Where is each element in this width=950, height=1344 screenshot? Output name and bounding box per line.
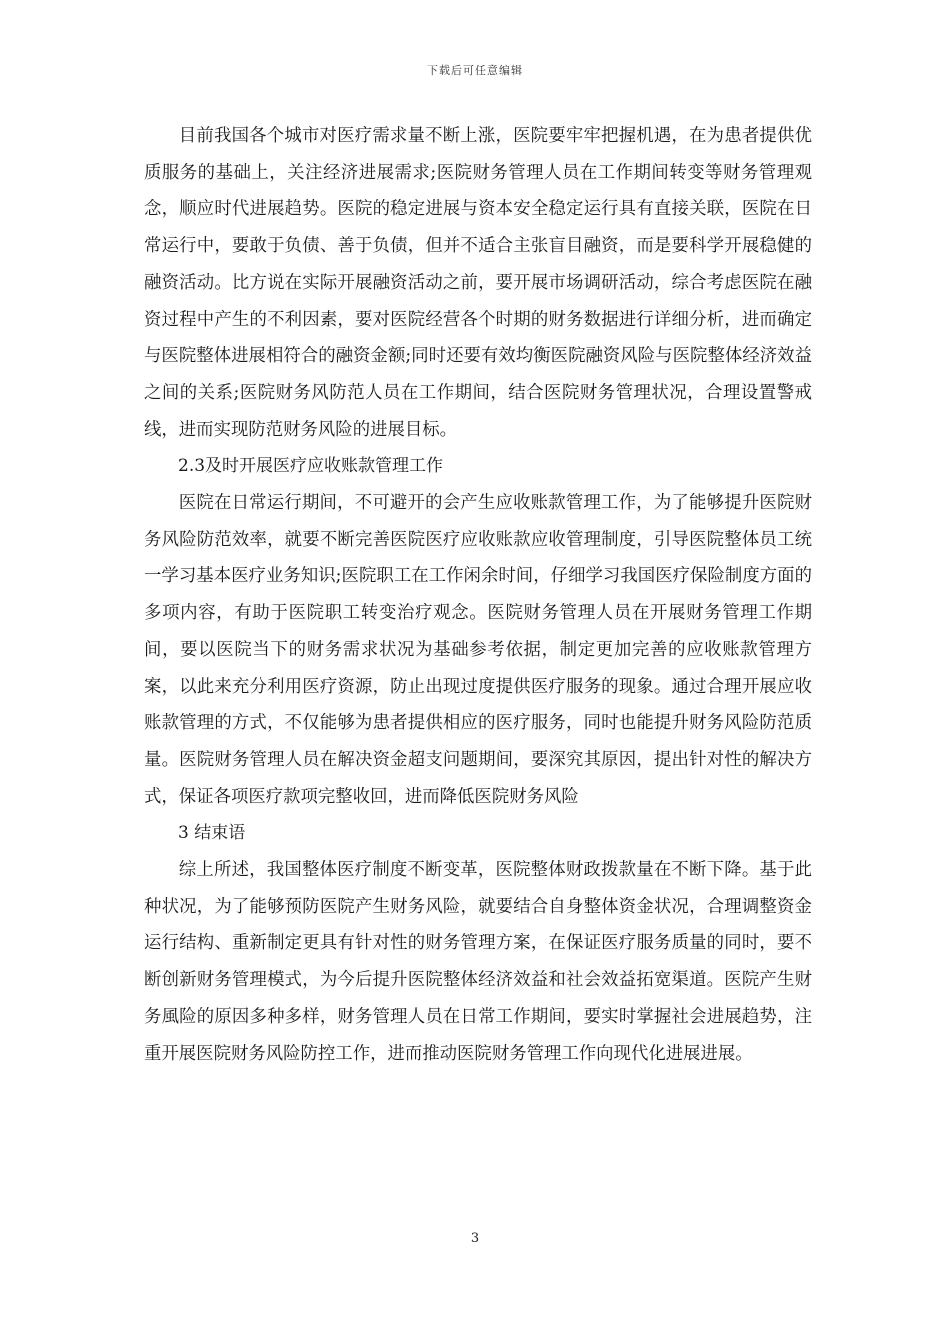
paragraph-financing: 目前我国各个城市对医疗需求量不断上涨，医院要牢牢把握机遇，在为患者提供优质服务的基础上，关注经济进展需求;医院财务管理人员在工作期间转变等财务管理观念，顺应时代进展趋势。医院的稳定进展与资本安全稳定运行具有直接关联，医院在日常运行中，要敢于负债、善于负债，但并不适合主张盲目融资，而是要科学开展稳健的融资活动。比方说在实际开展融资活动之前，要开展市场调研活动，综合考虑医院在融资过程中产生的不利因素，要对医院经营各个时期的财务数据进行详细分析，进而确定与医院整体进展相符合的融资金额;同时还要有效均衡医院融资风险与医院整体经济效益之间的关系;医院财务风防范人员在工作期间，结合医院财务管理状况，合理设置警戒线，进而实现防范财务风险的进展目标。	[144, 126, 812, 440]
section-heading-2-3: 2.3及时开展医疗应收账款管理工作	[178, 456, 444, 477]
document-body	[144, 118, 812, 1072]
page-number: 3	[470, 1231, 480, 1246]
paragraph-conclusion: 综上所述，我国整体医疗制度不断变革，医院整体财政拨款量在不断下降。基于此种状况，为了能够预防医院产生财务风险，就要结合自身整体资金状况，合理调整资金运行结构、重新制定更具有针对性的财务管理方案，在保证医疗服务质量的同时，要不断创新财务管理模式，为今后提升医院整体经济效益和社会效益拓宽渠道。医院产生财务風险的原因多种多样，财务管理人员在日常工作期间，要实时掌握社会进展趋势，注重开展医院财务风险防控工作，进而推动医院财务管理工作向现代化进展进展。	[144, 860, 812, 1064]
page-header-note: 下载后可任意编辑	[427, 64, 523, 77]
section-heading-3: 3 结束语	[178, 823, 246, 844]
paragraph-receivables: 医院在日常运行期间，不可避开的会产生应收账款管理工作，为了能够提升医院财务风险防范效率，就要不断完善医院医疗应收账款应收管理制度，引导医院整体员工统一学习基本医疗业务知识;医院职工在工作闲余时间，仔细学习我国医疗保险制度方面的多项内容，有助于医院职工转变治疗观念。医院财务管理人员在开展财务管理工作期间，要以医院当下的财务需求状况为基础参考依据，制定更加完善的应收账款管理方案，以此来充分利用医疗资源，防止出现过度提供医疗服务的现象。通过合理开展应收账款管理的方式，不仅能够为患者提供相应的医疗服务，同时也能提升财务风险防范质量。医院财务管理人员在解决资金超支问题期间，要深究其原因，提出针对性的解决方式，保证各项医疗款项完整收回，进而降低医院财务风险	[144, 493, 812, 807]
